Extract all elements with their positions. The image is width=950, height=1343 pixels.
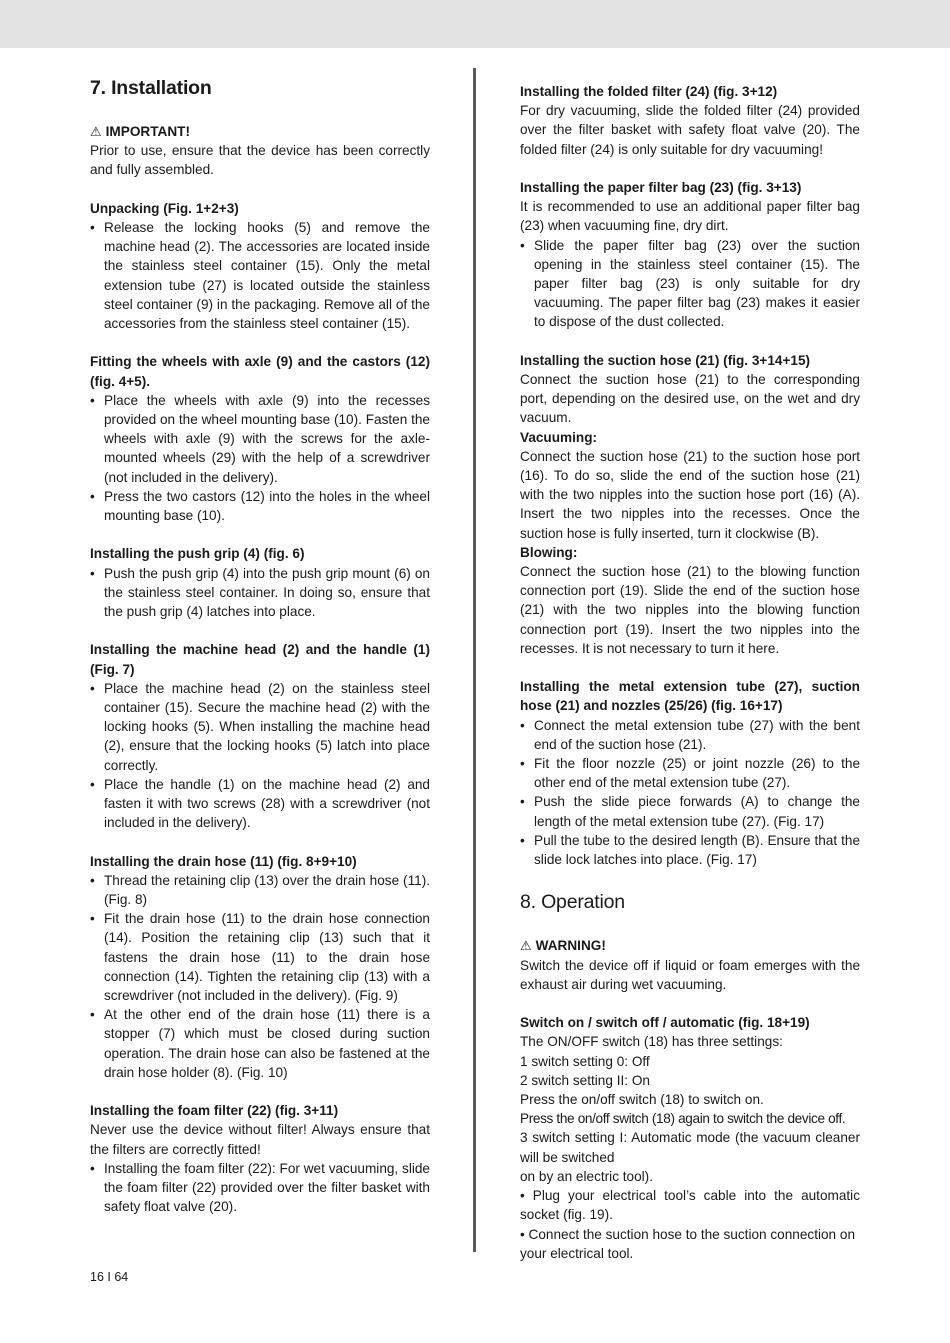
switch-line: Press the on/off switch (18) again to switch the device off. [520, 1111, 846, 1127]
important-label: IMPORTANT! [105, 124, 190, 139]
list-item: • Release the locking hooks (5) and remove the machine head (2). The accessories are located inside the stainless steel container (15). Only the metal extension tube (27) is located outside the stainless steel container (9) in the packaging. Remove all of the accessories from the stainless steel container (15). [90, 218, 430, 333]
foam-filter-section [90, 1101, 430, 1216]
section-title-operation: 8. Operation [520, 891, 625, 914]
machine-head-heading: Installing the machine head (2) and the handle (1) (Fig. 7) [90, 642, 430, 677]
switch-line: 2 switch setting II: On [520, 1072, 650, 1088]
switch-line: 3 switch setting I: Automatic mode (the vacuum cleaner will be switched [520, 1130, 860, 1165]
important-notice [90, 122, 430, 180]
switch-line: • Plug your electrical tool’s cable into the automatic socket (fig. 19). [520, 1188, 860, 1223]
foam-filter-text: Never use the device without filter! Always ensure that the filters are correctly fitted! [90, 1122, 430, 1157]
suction-hose-section [520, 351, 860, 658]
folded-filter-section [520, 82, 860, 159]
warning-triangle-icon: ⚠ [520, 938, 532, 954]
wheels-section [90, 352, 430, 525]
extension-tube-heading: Installing the metal extension tube (27), suction hose (21) and nozzles (25/26) (fig. 16+17) [520, 679, 860, 714]
extension-tube-section [520, 677, 860, 869]
column-divider [473, 68, 476, 1252]
important-text: Prior to use, ensure that the device has been correctly and fully assembled. [90, 143, 430, 178]
switch-line: on by an electric tool). [520, 1168, 653, 1184]
list-item: • Place the handle (1) on the machine head (2) and fasten it with two screws (28) with a screwdriver (not included in the delivery). [90, 775, 430, 833]
header-bar [0, 0, 950, 48]
switch-line: The ON/OFF switch (18) has three settings: [520, 1034, 783, 1050]
page-number: 16 I 64 [90, 1270, 129, 1284]
wheels-heading: Fitting the wheels with axle (9) and the castors (12) (fig. 4+5). [90, 354, 430, 389]
push-grip-section [90, 544, 430, 621]
list-item: • Place the machine head (2) on the stainless steel container (15). Secure the machine head (2) with the locking hooks (5). When installing the machine head (2), ensure that the locking hooks (5) latch into place correctly. [90, 679, 430, 775]
paper-filter-heading: Installing the paper filter bag (23) (fig. 3+13) [520, 180, 802, 195]
list-item: • Installing the foam filter (22): For wet vacuuming, slide the foam filter (22) provided over the filter basket with safety float valve (20). [90, 1159, 430, 1217]
list-item: • Connect the metal extension tube (27) with the bent end of the suction hose (21). [520, 716, 860, 754]
list-item: • At the other end of the drain hose (11) there is a stopper (7) which must be closed during suction operation. The drain hose can also be fastened at the drain hose holder (8). (Fig. 10) [90, 1005, 430, 1082]
push-grip-heading: Installing the push grip (4) (fig. 6) [90, 546, 305, 562]
drain-hose-heading: Installing the drain hose (11) (fig. 8+9+10) [90, 853, 357, 869]
machine-head-section [90, 640, 430, 832]
right-column [520, 82, 860, 1263]
switch-line: • Connect the suction hose to the suction connection on your electrical tool. [520, 1226, 856, 1261]
drain-hose-section [90, 852, 430, 1082]
list-item: • Place the wheels with axle (9) into the recesses provided on the wheel mounting base (10). Fasten the wheels with axle (9) with the screws for the axle-mounted wheels (29) with the help of a screwdriver (not included in the delivery). [90, 391, 430, 487]
vacuuming-text: Connect the suction hose (21) to the suction hose port (16). To do so, slide the end of the suction hose (21) with the two nipples into the suction hose port (16) (A). Insert the two nipples into the recesses. Once the suction hose is fully inserted, turn it clockwise (B). [520, 448, 860, 541]
list-item: • Press the two castors (12) into the holes in the wheel mounting base (10). [90, 487, 430, 525]
suction-hose-heading: Installing the suction hose (21) (fig. 3+14+15) [520, 352, 811, 368]
warning-label: WARNING! [535, 938, 606, 954]
vacuuming-label: Vacuuming: [520, 429, 598, 445]
suction-hose-text: Connect the suction hose (21) to the corresponding port, depending on the desired use, on the wet and dry vacuum. [520, 372, 860, 426]
list-item: • Pull the tube to the desired length (B). Ensure that the slide lock latches into place. (Fig. 17) [520, 831, 860, 869]
list-item: • Thread the retaining clip (13) over the drain hose (11). (Fig. 8) [90, 871, 430, 909]
warning-triangle-icon: ⚠ [90, 124, 102, 139]
list-item: • Push the slide piece forwards (A) to change the length of the metal extension tube (27). (Fig. 17) [520, 792, 860, 830]
list-item: • Fit the drain hose (11) to the drain hose connection (14). Position the retaining clip (13) such that it fastens the drain hose (11) to the drain hose connection (14). Tighten the retaining clip (13) with a screwdriver (not included in the delivery). (Fig. 9) [90, 909, 430, 1005]
switch-heading: Switch on / switch off / automatic (fig. 18+19) [520, 1015, 810, 1031]
switch-section [520, 1013, 860, 1263]
unpacking-section [90, 199, 430, 333]
warning-notice [520, 936, 860, 994]
paper-filter-section [520, 178, 860, 332]
blowing-text: Connect the suction hose (21) to the blowing function connection port (19). Slide the end of the suction hose (21) with the two nipples into the blowing function connection port (19). Insert the two nipples into the recesses. It is not necessary to turn it here. [520, 564, 860, 656]
list-item: • Slide the paper filter bag (23) over the suction opening in the stainless steel container (15). The paper filter bag (23) is only suitable for dry vacuuming. The paper filter bag (23) makes it easier to dispose of the dust collected. [520, 236, 860, 332]
blowing-label: Blowing: [520, 544, 578, 560]
left-column [90, 74, 430, 1236]
switch-line: 1 switch setting 0: Off [520, 1053, 650, 1069]
unpacking-heading: Unpacking (Fig. 1+2+3) [90, 200, 239, 216]
folded-filter-text: For dry vacuuming, slide the folded filter (24) provided over the filter basket with safety float valve (20). The folded filter (24) is only suitable for dry vacuuming! [520, 103, 860, 157]
folded-filter-heading: Installing the folded filter (24) (fig. 3+12) [520, 84, 778, 99]
section-title-installation: 7. Installation [90, 77, 212, 99]
paper-filter-text: It is recommended to use an additional paper filter bag (23) when vacuuming fine, dry dirt. [520, 199, 860, 234]
warning-text: Switch the device off if liquid or foam emerges with the exhaust air during wet vacuuming. [520, 957, 860, 992]
switch-line: Press the on/off switch (18) to switch on. [520, 1092, 764, 1108]
list-item: • Fit the floor nozzle (25) or joint nozzle (26) to the other end of the metal extension tube (27). [520, 754, 860, 792]
foam-filter-heading: Installing the foam filter (22) (fig. 3+11) [90, 1103, 339, 1119]
list-item: • Push the push grip (4) into the push grip mount (6) on the stainless steel container. In doing so, ensure that the push grip (4) latches into place. [90, 564, 430, 622]
